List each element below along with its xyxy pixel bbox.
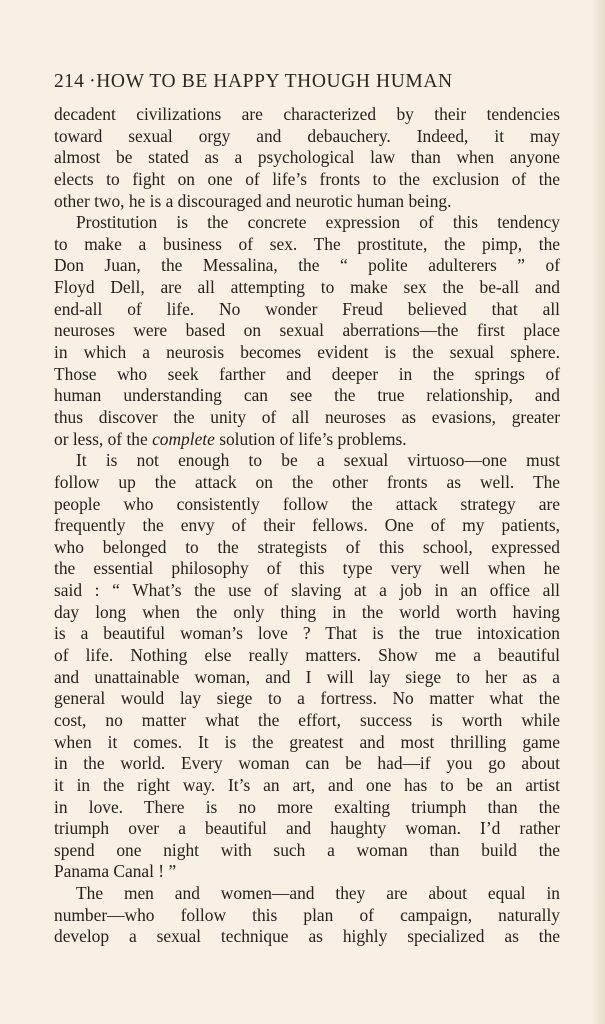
- text-line: it in the right way. It’s an art, and one has to be an artist: [54, 774, 560, 795]
- running-title: ·HOW TO BE HAPPY THOUGH HUMAN: [89, 71, 453, 92]
- text-line: said : “ What’s the use of slaving at a job in an office all: [54, 580, 560, 601]
- text-line: the essential philosophy of this type very well when he: [54, 558, 560, 579]
- text-line: [54, 429, 560, 451]
- text-line: in which a neurosis becomes evident is the sexual sphere.: [54, 342, 560, 363]
- text-line: toward sexual orgy and debauchery. Indeed, it may: [54, 125, 560, 146]
- running-head: [54, 71, 564, 97]
- text-line: is a beautiful woman’s love ? That is the true intoxication: [54, 623, 560, 644]
- text-line: end-all of life. No wonder Freud believed that all: [54, 298, 560, 319]
- text-line: almost be stated as a psychological law than when anyone: [54, 147, 560, 168]
- text-line: Panama Canal ! ”: [54, 861, 177, 882]
- text-line: neuroses were based on sexual aberrations—the first place: [54, 320, 560, 341]
- text-line: Floyd Dell, are all attempting to make sex the be-all and: [54, 277, 560, 298]
- text-line: who belonged to the strategists of this school, expressed: [54, 536, 560, 557]
- text-line: thus discover the unity of all neuroses as evasions, greater: [54, 406, 560, 427]
- text-line: other two, he is a discouraged and neurotic human being.: [54, 190, 452, 211]
- text-line: elects to fight on one of life’s fronts to the exclusion of the: [54, 168, 560, 189]
- text-line: human understanding can see the true relationship, and: [54, 385, 560, 406]
- emphasized-word: complete: [152, 428, 215, 449]
- text-line: in love. There is no more exalting triumph than the: [54, 796, 560, 817]
- text-line: develop a sexual technique as highly specialized as the: [54, 926, 560, 947]
- body-text: [54, 104, 560, 948]
- text-line: people who consistently follow the attack strategy are: [54, 493, 560, 514]
- text-line: day long when the only thing in the world worth having: [54, 601, 560, 622]
- page-number: 214: [54, 71, 85, 92]
- text-line: in the world. Every woman can be had—if you go about: [54, 753, 560, 774]
- text-line: Don Juan, the Messalina, the “ polite adulterers ” of: [54, 255, 560, 276]
- text-segment: or less, of the: [54, 428, 148, 449]
- text-line: decadent civilizations are characterized by their tendencies: [54, 104, 560, 124]
- text-line: spend one night with such a woman than build the: [54, 839, 560, 860]
- text-line: when it comes. It is the greatest and most thrilling game: [54, 731, 560, 752]
- text-line: number—who follow this plan of campaign, naturally: [54, 904, 560, 925]
- text-line: of life. Nothing else really matters. Show me a beautiful: [54, 645, 560, 666]
- page-gutter-shadow: [591, 0, 605, 1024]
- text-line: triumph over a beautiful and haughty woman. I’d rather: [54, 818, 560, 839]
- text-line: It is not enough to be a sexual virtuoso—one must: [76, 450, 560, 471]
- text-line: The men and women—and they are about equal in: [76, 883, 560, 904]
- text-line: Prostitution is the concrete expression of this tendency: [76, 212, 560, 233]
- text-line: general would lay siege to a fortress. No matter what the: [54, 688, 560, 709]
- text-line: cost, no matter what the effort, success is worth while: [54, 709, 560, 730]
- text-line: Those who seek farther and deeper in the springs of: [54, 363, 560, 384]
- text-line: and unattainable woman, and I will lay siege to her as a: [54, 666, 560, 687]
- text-line: frequently the envy of their fellows. One of my patients,: [54, 515, 560, 536]
- text-line: follow up the attack on the other fronts as well. The: [54, 471, 560, 492]
- text-segment: solution of life’s problems.: [219, 428, 407, 449]
- text-line: to make a business of sex. The prostitute, the pimp, the: [54, 233, 560, 254]
